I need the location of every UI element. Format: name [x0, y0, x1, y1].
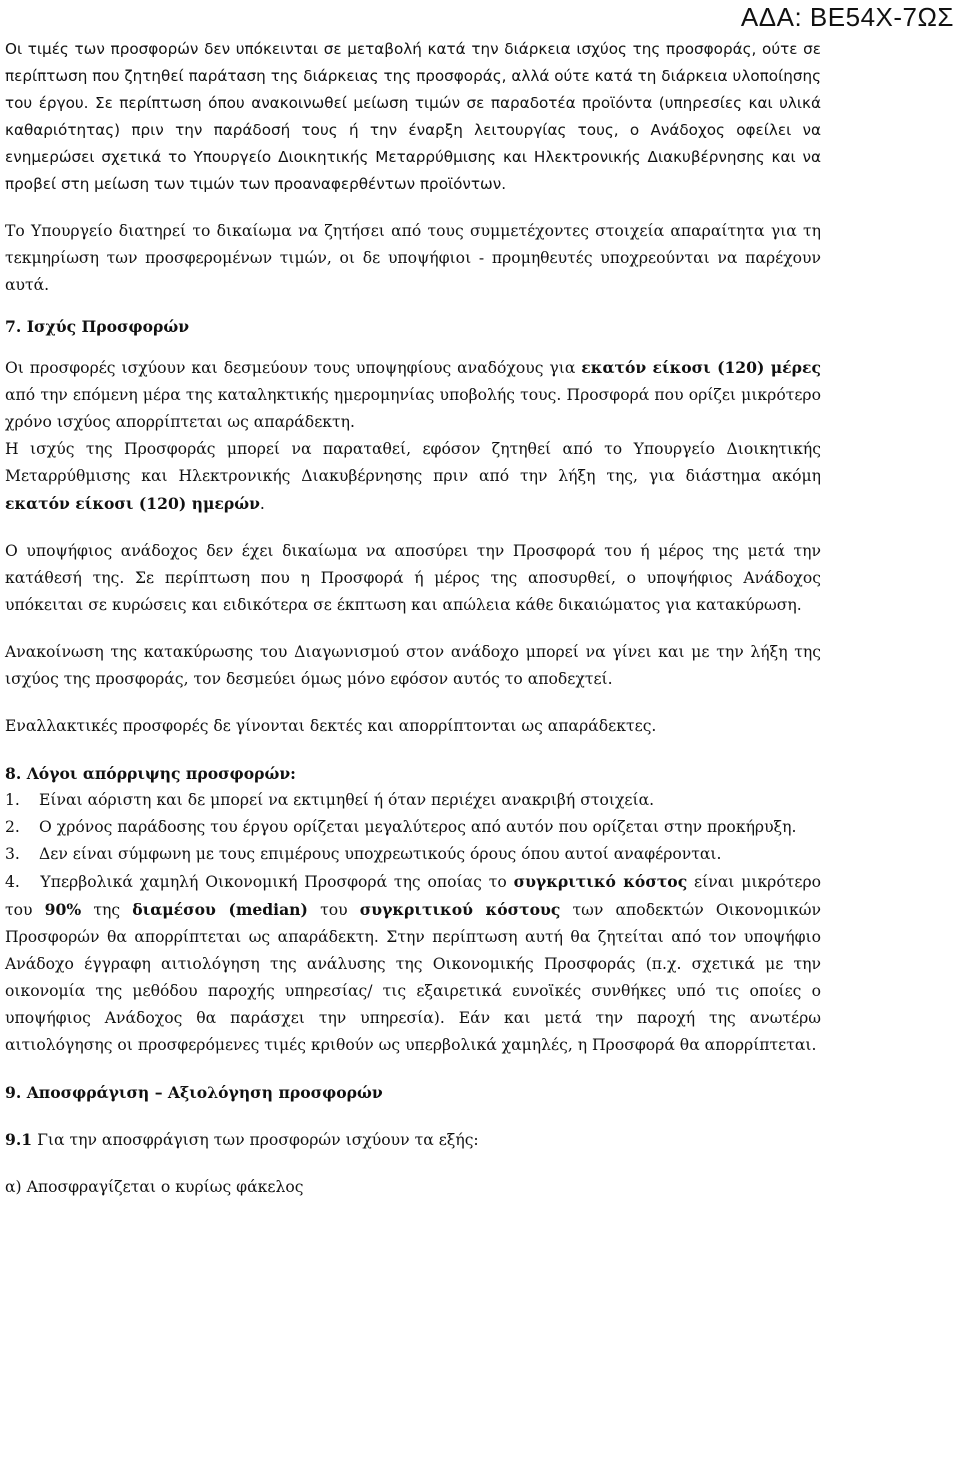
- list-item: [5, 868, 821, 1059]
- section-7-paragraph-5: Εναλλακτικές προσφορές δε γίνονται δεκτές και απορρίπτονται ως απαράδεκτες.: [5, 717, 657, 735]
- text-run: Η ισχύς της Προσφοράς μπορεί να παραταθεί, εφόσον ζητηθεί από το Υπουργείο Διοικητικής Μεταρρύθμισης και Ηλεκτρονικής Διακυβέρνησης πριν από την λήξη της, για διάστημα ακόμη: [5, 440, 821, 485]
- median-bold: διαμέσου (median): [132, 900, 308, 919]
- section-7-paragraph-4: Ανακοίνωση της κατακύρωσης του Διαγωνισμού στον ανάδοχο μπορεί να γίνει και με την λήξη της ισχύος της προσφοράς, τον δεσμεύει όμως μόνο εφόσον αυτός το αποδεχτεί.: [5, 643, 821, 688]
- list-item: [5, 814, 821, 841]
- list-item: [5, 841, 821, 868]
- section-9-1-item-a: α) Αποσφραγίζεται ο κυρίως φάκελος: [5, 1178, 304, 1196]
- text-run: Υπερβολικά χαμηλή Οικονομική Προσφορά της οποίας το: [40, 873, 514, 891]
- document-page: [5, 36, 821, 1201]
- list-item: [5, 787, 821, 814]
- list-item-text: Είναι αόριστη και δε μπορεί να εκτιμηθεί ή όταν περιέχει ανακριβή στοιχεία.: [39, 791, 655, 809]
- intro-paragraph-2: Το Υπουργείο διατηρεί το δικαίωμα να ζητήσει από τους συμμετέχοντες στοιχεία απαραίτητα για τη τεκμηρίωση των προσφερομένων τιμών, οι δε υποψήφιοι - προμηθευτές υποχρεούνται να παρέχουν αυτά.: [5, 222, 821, 294]
- section-7-paragraph-2: [5, 436, 821, 518]
- list-item-number: 2.: [5, 818, 20, 836]
- section-9-heading: 9. Αποσφράγιση – Αξιολόγηση προσφορών: [5, 1083, 383, 1102]
- intro-paragraph-1: Οι τιμές των προσφορών δεν υπόκεινται σε μεταβολή κατά την διάρκεια ισχύος της προσφοράς, ούτε σε περίπτωση που ζητηθεί παράταση της διάρκειας της προσφοράς, αλλά ούτε κατά τη διάρκεια υλοποίησης του έργου. Σε περίπτωση όπου ανακοινωθεί μείωση τιμών σε παραδοτέα προϊόντα (υπηρεσίες και υλικά καθαριότητας) πριν την παράδοσή τους ή την έναρξη λειτουργίας τους, ο Ανάδοχος οφείλει να ενημερώσει σχετικά το Υπουργείο Διοικητικής Μεταρρύθμισης και Ηλεκτρονικής Διακυβέρνησης και να προβεί στη μείωση των τιμών των προαναφερθέντων προϊόντων.: [5, 40, 821, 193]
- text-run: του: [307, 901, 360, 919]
- text-run: Για την αποσφράγιση των προσφορών ισχύουν τα εξής:: [32, 1131, 479, 1149]
- percent-bold: 90%: [44, 900, 82, 919]
- section-7-paragraph-3: Ο υποψήφιος ανάδοχος δεν έχει δικαίωμα να αποσύρει την Προσφορά του ή μέρος της μετά την κατάθεσή της. Σε περίπτωση που η Προσφορά ή μέρος της αποσυρθεί, ο υποψήφιος Ανάδοχος υπόκειται σε κυρώσεις και ειδικότερα σε έκπτωση και απώλεια κάθε δικαιώματος για κατακύρωση.: [5, 542, 821, 614]
- list-item-text: Ο χρόνος παράδοσης του έργου ορίζεται μεγαλύτερος από αυτόν που ορίζεται στην προκήρυξη.: [39, 818, 797, 836]
- list-item-number: 3.: [5, 845, 20, 863]
- list-item-text: Δεν είναι σύμφωνη με τους επιμέρους υποχρεωτικούς όρους όπου αυτοί αναφέρονται.: [39, 845, 722, 863]
- extension-days-bold: εκατόν είκοσι (120) ημερών: [5, 494, 260, 513]
- section-7-heading: 7. Ισχύς Προσφορών: [5, 317, 190, 336]
- comparative-cost-bold: συγκριτικό κόστος: [513, 872, 688, 891]
- comparative-cost-bold-2: συγκριτικού κόστους: [359, 900, 561, 919]
- text-run: Οι προσφορές ισχύουν και δεσμεύουν τους υποψηφίους αναδόχους για: [5, 359, 582, 377]
- list-item-number: 4.: [5, 873, 20, 891]
- rejection-reasons-list: [5, 787, 821, 1059]
- section-7-paragraph-1: [5, 354, 821, 436]
- section-8-heading: 8. Λόγοι απόρριψης προσφορών:: [5, 764, 296, 783]
- subsection-number: 9.1: [5, 1130, 33, 1149]
- text-run: .: [259, 495, 265, 513]
- text-run: των αποδεκτών Οικονομικών Προσφορών θα απορρίπτεται ως απαράδεκτη. Στην περίπτωση αυτή θα ζητείται από τον υποψήφιο Ανάδοχο έγγραφη αιτιολόγηση της ανάλυσης της Οικονομικής Προσφοράς (π.χ. σχετικά με την οικονομία της μεθόδου παροχής υπηρεσίας/ τις εξαιρετικά ευνοϊκές συνθήκες υπό τις οποίες ο υποψήφιος Ανάδοχος θα παράσχει την υπηρεσία). Εάν και μετά την παροχή της ανωτέρω αιτιολόγησης οι προσφερόμενες τιμές κριθούν ως υπερβολικά χαμηλές, η Προσφορά θα απορρίπτεται.: [5, 901, 821, 1054]
- list-item-number: 1.: [5, 791, 20, 809]
- section-9-1-paragraph: [5, 1126, 821, 1154]
- text-run: από την επόμενη μέρα της καταληκτικής ημερομηνίας υποβολής τους. Προσφορά που ορίζει μικρότερο χρόνο ισχύος απορρίπτεται ως απαράδεκτη.: [5, 386, 821, 431]
- ada-code: ΑΔΑ: ΒΕ54Χ-7ΩΣ: [740, 2, 954, 32]
- validity-days-bold: εκατόν είκοσι (120) μέρες: [581, 358, 822, 377]
- text-run: της: [81, 901, 133, 919]
- text-run: είναι μικρότερο του: [5, 873, 822, 919]
